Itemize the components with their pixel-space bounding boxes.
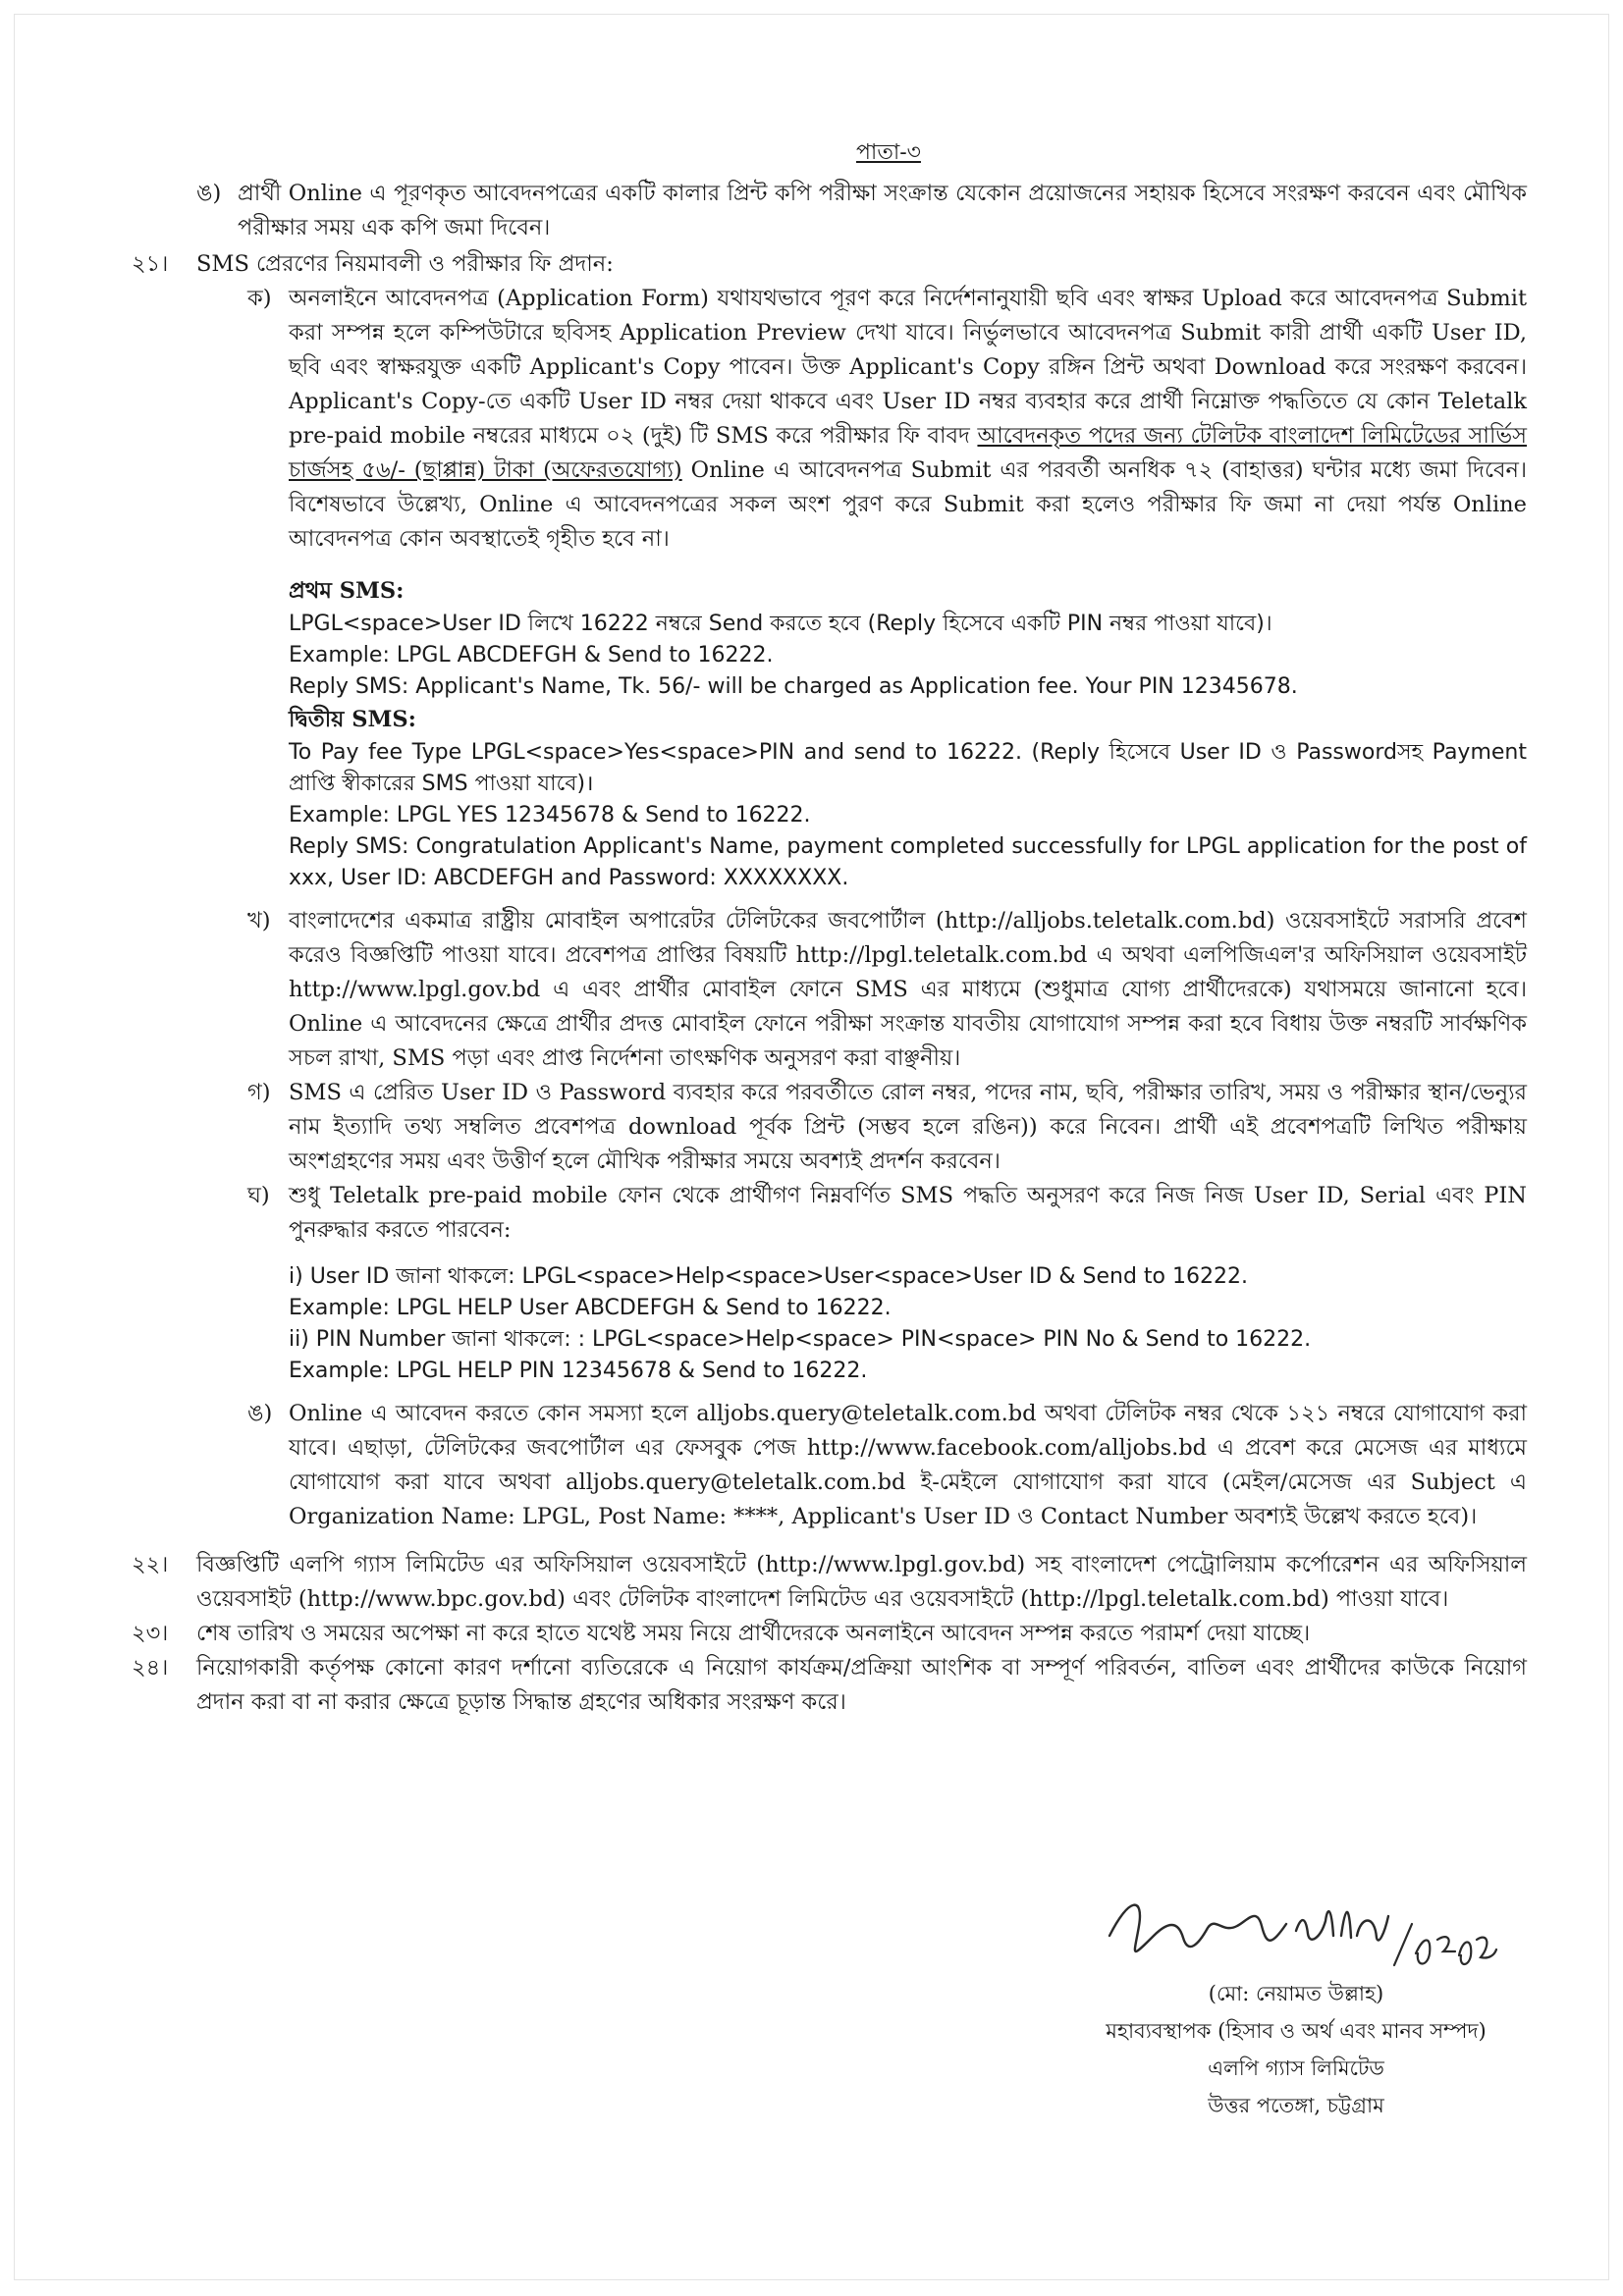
signatory-designation: মহাব্যবস্থাপক (হিসাব ও অর্থ এবং মানব সম্পদ) (1106, 2019, 1487, 2043)
section-title: SMS প্রেরণের নিয়মাবলী ও পরীক্ষার ফি প্রদান: (196, 251, 614, 277)
item-text-underlined: আবেদনকৃত পদের জন্য টেলিটক বাংলাদেশ লিমিটেডের সার্ভিস চার্জসহ ৫৬/- (ছাপ্পান্ন) টাকা (অফেরতযোগ্য) (289, 423, 1528, 483)
handwritten-signature (1100, 1877, 1512, 1985)
section-23 (132, 1617, 1527, 1651)
recover-user-id-example: Example: LPGL HELP User ABCDEFGH & Send to 16222. (289, 1296, 892, 1320)
recover-user-id-line: i) User ID জানা থাকলে: LPGL<space>Help<space>User<space>User ID & Send to 16222. (289, 1264, 1248, 1289)
section-text: নিয়োগকারী কর্তৃপক্ষ কোনো কারণ দর্শানো ব্যতিরেকে এ নিয়োগ কার্যক্রম/প্রক্রিয়া আংশিক বা সম্পূর্ণ পরিবর্তন, বাতিল এবং প্রার্থীদের কাউকে নিয়োগ প্রদান করা বা না করার ক্ষেত্রে চূড়ান্ত সিদ্ধান্ত গ্রহণের অধিকার সংরক্ষণ করে। (196, 1655, 1527, 1715)
section-number: ২৪। (132, 1655, 169, 1681)
item-number: ঙ) (196, 181, 222, 206)
section-21-ga (247, 1076, 1527, 1179)
section-21-kha (247, 904, 1527, 1076)
item-number: খ) (247, 908, 271, 934)
second-sms-example: Example: LPGL YES 12345678 & Send to 16222. (289, 803, 811, 828)
section-21-uma (247, 1397, 1527, 1534)
second-sms-line1: To Pay fee Type LPGL<space>Yes<space>PIN and send to 16222. (Reply হিসেবে User ID ও Passwordসহ Payment প্রাপ্তি স্বীকারের SMS পাওয়া যাবে)। (289, 740, 1527, 796)
page-number: পাতা-৩ (856, 140, 921, 165)
signatory-company: এলপি গ্যাস লিমিটেড (1208, 2056, 1384, 2080)
recover-pin-line: ii) PIN Number জানা থাকলে: : LPGL<space>Help<space> PIN<space> PIN No & Send to 16222. (289, 1327, 1312, 1352)
section-number: ২২। (132, 1552, 169, 1577)
item-number: ঘ) (247, 1183, 270, 1208)
section-22 (132, 1548, 1527, 1617)
item-number: গ) (247, 1080, 271, 1105)
section-number: ২১। (132, 251, 169, 277)
first-sms-reply: Reply SMS: Applicant's Name, Tk. 56/- will be charged as Application fee. Your PIN 12345678. (289, 674, 1298, 699)
section-text: শেষ তারিখ ও সময়ের অপেক্ষা না করে হাতে যথেষ্ট সময় নিয়ে প্রার্থীদেরকে অনলাইনে আবেদন সম্পন্ন করতে পরামর্শ দেয়া যাচ্ছে। (196, 1621, 1311, 1646)
second-sms-heading: দ্বিতীয় SMS: (289, 707, 416, 732)
signature-strokes (1100, 1877, 1512, 1985)
item-text: Online এ আবেদন করতে কোন সমস্যা হলে alljobs.query@teletalk.com.bd অথবা টেলিটক নম্বর থেকে ১২১ নম্বরে যোগাযোগ করা যাবে। এছাড়া, টেলিটকের জবপোর্টাল এর ফেসবুক পেজ http://www.facebook.com/alljobs.bd এ প্রবেশ করে মেসেজ এর মাধ্যমে যোগাযোগ করা যাবে অথবা alljobs.query@teletalk.com.bd ই-মেইলে যোগাযোগ করা যাবে (মেইল/মেসেজ এর Subject এ Organization Name: LPGL, Post Name: ****, Applicant's User ID ও Contact Number অবশ্যই উল্লেখ করতে হবে)। (289, 1401, 1527, 1529)
item-text: শুধু Teletalk pre-paid mobile ফোন থেকে প্রার্থীগণ নিম্নবর্ণিত SMS পদ্ধতি অনুসরণ করে নিজ নিজ User ID, Serial এবং PIN পুনরুদ্ধার করতে পারবেন: (289, 1183, 1527, 1243)
item-text: প্রার্থী Online এ পূরণকৃত আবেদনপত্রের একটি কালার প্রিন্ট কপি পরীক্ষা সংক্রান্ত যেকোন প্রয়োজনের সহায়ক হিসেবে সংরক্ষণ করবেন এবং মৌখিক পরীক্ষার সময় এক কপি জমা দিবেন। (238, 181, 1527, 240)
item-text-part2: Online এ আবেদনপত্র Submit এর পরবর্তী অনধিক ৭২ (বাহাত্তর) ঘন্টার মধ্যে জমা দিবেন। বিশেষভাবে উল্লেখ্য, Online এ আবেদনপত্রের সকল অংশ পুরণ করে Submit করা হলেও পরীক্ষার ফি জমা না দেয়া পর্যন্ত Online আবেদনপত্র কোন অবস্থাতেই গৃহীত হবে না। (289, 457, 1527, 552)
first-sms-heading: প্রথম SMS: (289, 578, 405, 604)
section-text: বিজ্ঞপ্তিটি এলপি গ্যাস লিমিটেড এর অফিসিয়াল ওয়েবসাইটে (http://www.lpgl.gov.bd) সহ বাংলাদেশ পেট্রোলিয়াম কর্পোরেশন এর অফিসিয়াল ওয়েবসাইট (http://www.bpc.gov.bd) এবং টেলিটক বাংলাদেশ লিমিটেড এর ওয়েবসাইটে (http://lpgl.teletalk.com.bd) পাওয়া যাবে। (196, 1552, 1527, 1612)
signatory-block (1041, 1975, 1551, 2124)
second-sms-reply: Reply SMS: Congratulation Applicant's Name, payment completed successfully for LPGL application for the post of xxx, User ID: ABCDEFGH and Password: XXXXXXXX. (289, 834, 1527, 890)
item-text-part1: অনলাইনে আবেদনপত্র (Application Form) যথাযথভাবে পূরণ করে নির্দেশনানুযায়ী ছবি এবং স্বাক্ষর Upload করে আবেদনপত্র Submit করা সম্পন্ন হলে কম্পিউটারে ছবিসহ Application Preview দেখা যাবে। নির্ভুলভাবে আবেদনপত্র Submit কারী প্রার্থী একটি User ID, ছবি এবং স্বাক্ষরযুক্ত একটি Applicant's Copy পাবেন। উক্ত Applicant's Copy রঙ্গিন প্রিন্ট অথবা Download করে সংরক্ষণ করবেন। Applicant's Copy-তে একটি User ID নম্বর দেয়া থাকবে এবং User ID নম্বর ব্যবহার করে প্রার্থী নিম্নোক্ত পদ্ধতিতে যে কোন Teletalk pre-paid mobile নম্বরের মাধ্যমে ০২ (দুই) টি SMS করে পরীক্ষার ফি বাবদ (289, 286, 1527, 449)
section-21-gha (247, 1179, 1527, 1248)
section-24 (132, 1651, 1527, 1720)
document-body (132, 177, 1528, 1720)
item-text: বাংলাদেশের একমাত্র রাষ্ট্রীয় মোবাইল অপারেটর টেলিটকের জবপোর্টাল (http://alljobs.teletalk.com.bd) ওয়েবসাইটে সরাসরি প্রবেশ করেও বিজ্ঞপ্তিটি পাওয়া যাবে। প্রবেশপত্র প্রাপ্তির বিষয়টি http://lpgl.teletalk.com.bd এ অথবা এলপিজিএল'র অফিসিয়াল ওয়েবসাইট http://www.lpgl.gov.bd এ এবং প্রার্থীর মোবাইল ফোনে SMS এর মাধ্যমে (শুধুমাত্র যোগ্য প্রার্থীদেরকে) যথাসময়ে জানানো হবে। Online এ আবেদনের ক্ষেত্রে প্রার্থীর প্রদত্ত মোবাইল ফোনে পরীক্ষা সংক্রান্ত যাবতীয় যোগাযোগ সম্পন্ন করা হবে বিধায় উক্ত নম্বরটি সার্বক্ষণিক সচল রাখা, SMS পড়া এবং প্রাপ্ত নির্দেশনা তাৎক্ষণিক অনুসরণ করা বাঞ্ছনীয়। (289, 908, 1527, 1071)
item-number: ঙ) (247, 1401, 273, 1426)
first-sms-example: Example: LPGL ABCDEFGH & Send to 16222. (289, 643, 774, 667)
signatory-name: (মো: নেয়ামত উল্লাহ) (1208, 1982, 1384, 2005)
section-21 (132, 247, 1527, 282)
item-number: ক) (247, 286, 272, 311)
intro-item (196, 177, 1527, 245)
section-21-ka (247, 282, 1527, 557)
item-text: SMS এ প্রেরিত User ID ও Password ব্যবহার করে পরবর্তীতে রোল নম্বর, পদের নাম, ছবি, পরীক্ষার তারিখ, সময় ও পরীক্ষার স্থান/ভেন্যুর নাম ইত্যাদি তথ্য সম্বলিত প্রবেশপত্র download পূর্বক প্রিন্ট (সম্ভব হলে রঙিন)) করে নিবেন। প্রার্থী এই প্রবেশপত্রটি লিখিত পরীক্ষায় অংশগ্রহণের সময় এবং উত্তীর্ণ হলে মৌখিক পরীক্ষার সময়ে অবশ্যই প্রদর্শন করবেন। (289, 1080, 1527, 1174)
signatory-address: উত্তর পতেঙ্গা, চট্টগ্রাম (1208, 2094, 1384, 2117)
recover-pin-example: Example: LPGL HELP PIN 12345678 & Send to 16222. (289, 1359, 868, 1383)
first-sms-line1: LPGL<space>User ID লিখে 16222 নম্বরে Send করতে হবে (Reply হিসেবে একটি PIN নম্বর পাওয়া যাবে)। (289, 612, 1272, 636)
section-number: ২৩। (132, 1621, 169, 1646)
